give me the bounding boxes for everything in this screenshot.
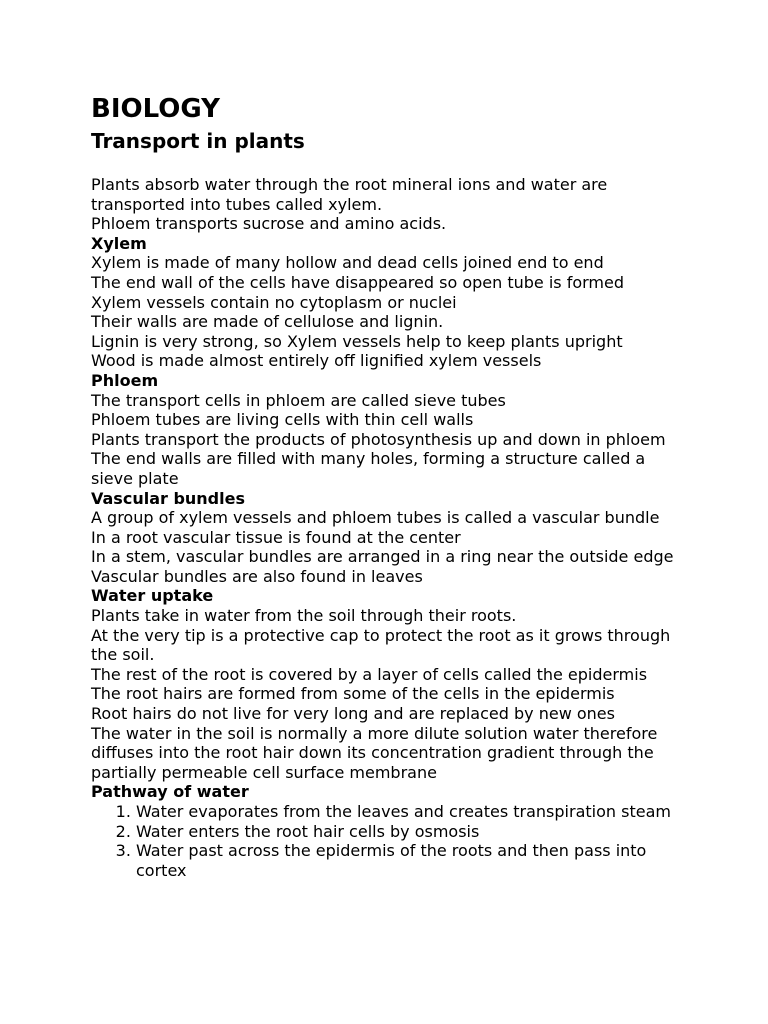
section-heading-pathway-of-water: Pathway of water: [91, 782, 249, 802]
pathway-step: 3. Water past across the epidermis of the roots and then pass into cortex: [136, 841, 691, 880]
water-uptake-line: At the very tip is a protective cap to protect the root as it grows through the soil.: [91, 625, 671, 665]
section-heading-vascular-bundles: Vascular bundles: [91, 488, 245, 508]
phloem-line: Plants transport the products of photosynthesis up and down in phloem: [91, 429, 666, 449]
phloem-section: [91, 371, 691, 489]
xylem-line: Xylem vessels contain no cytoplasm or nuclei: [91, 292, 457, 312]
xylem-line: Their walls are made of cellulose and lignin.: [91, 312, 444, 332]
intro-line: Phloem transports sucrose and amino acids.: [91, 214, 447, 234]
section-heading-phloem: Phloem: [91, 370, 159, 390]
water-uptake-line: The rest of the root is covered by a layer of cells called the epidermis: [91, 664, 648, 684]
section-heading-water-uptake: Water uptake: [91, 586, 214, 606]
document-title: BIOLOGY: [91, 94, 220, 124]
phloem-line: Phloem tubes are living cells with thin cell walls: [91, 410, 474, 430]
pathway-step: 1. Water evaporates from the leaves and creates transpiration steam: [136, 802, 691, 822]
water-uptake-line: Plants take in water from the soil through their roots.: [91, 606, 517, 626]
vascular-line: A group of xylem vessels and phloem tubes is called a vascular bundle: [91, 508, 660, 528]
pathway-step: 2. Water enters the root hair cells by osmosis: [136, 822, 691, 842]
vascular-bundles-section: [91, 489, 691, 587]
xylem-section: [91, 234, 691, 371]
water-uptake-line: The water in the soil is normally a more dilute solution water therefore diffuses into the root hair down its concentration gradient through the partially permeable cell surface membrane: [91, 723, 658, 782]
pathway-steps-list: [91, 802, 691, 880]
xylem-line: Wood is made almost entirely off lignified xylem vessels: [91, 351, 542, 371]
vascular-line: In a stem, vascular bundles are arranged in a ring near the outside edge: [91, 547, 674, 567]
water-uptake-line: Root hairs do not live for very long and are replaced by new ones: [91, 704, 615, 724]
phloem-line: The end walls are filled with many holes, forming a structure called a sieve plate: [91, 449, 646, 488]
xylem-line: The end wall of the cells have disappeared so open tube is formed: [91, 272, 624, 292]
intro-section: [91, 175, 691, 234]
document-page: [91, 92, 691, 880]
document-subtitle: Transport in plants: [91, 129, 305, 153]
xylem-line: Lignin is very strong, so Xylem vessels help to keep plants upright: [91, 331, 623, 351]
section-heading-xylem: Xylem: [91, 233, 147, 253]
phloem-line: The transport cells in phloem are called sieve tubes: [91, 390, 506, 410]
xylem-line: Xylem is made of many hollow and dead cells joined end to end: [91, 253, 604, 273]
water-uptake-section: [91, 586, 691, 782]
vascular-line: In a root vascular tissue is found at the center: [91, 527, 461, 547]
vascular-line: Vascular bundles are also found in leaves: [91, 566, 423, 586]
pathway-of-water-section: [91, 782, 691, 880]
intro-line: Plants absorb water through the root mineral ions and water are transported into tubes called xylem.: [91, 175, 608, 214]
water-uptake-line: The root hairs are formed from some of the cells in the epidermis: [91, 684, 615, 704]
